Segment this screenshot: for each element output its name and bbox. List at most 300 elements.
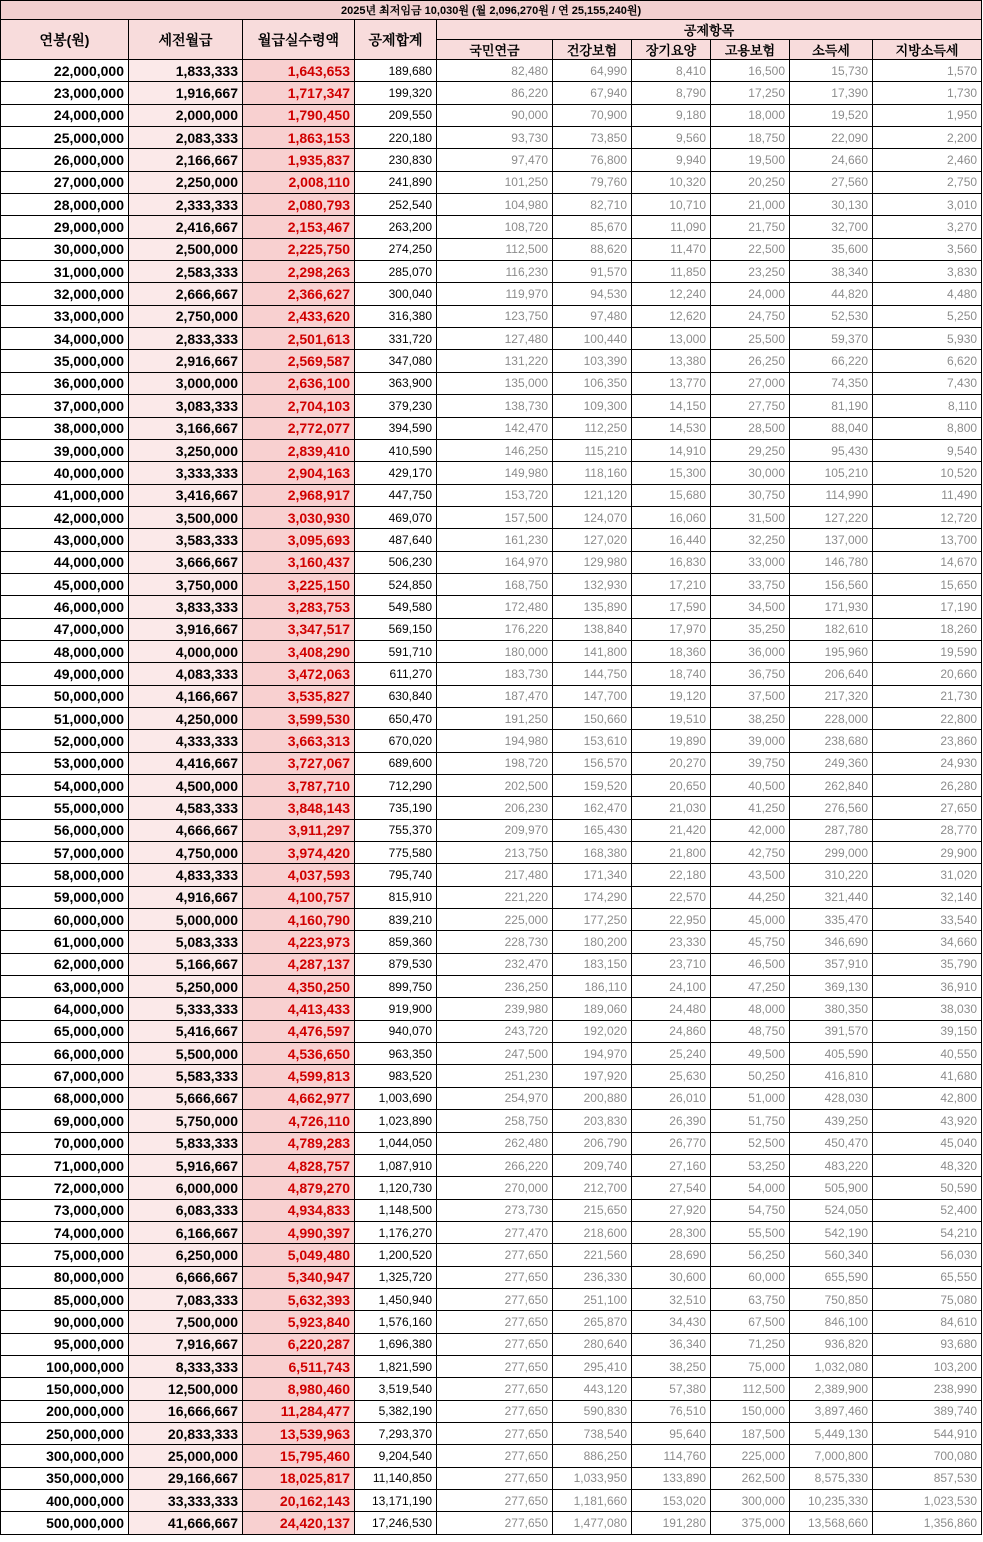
employment-insurance-cell: 39,750	[711, 752, 790, 774]
employment-insurance-cell: 40,500	[711, 775, 790, 797]
pretax-monthly-cell: 2,083,333	[129, 127, 243, 149]
income-tax-cell: 299,000	[790, 842, 873, 864]
local-income-tax-cell: 17,190	[873, 596, 982, 618]
table-row	[1, 261, 982, 283]
pretax-monthly-cell: 4,083,333	[129, 663, 243, 685]
annual-salary-cell: 100,000,000	[1, 1355, 129, 1377]
local-income-tax-cell: 8,800	[873, 417, 982, 439]
table-row	[1, 283, 982, 305]
local-income-tax-cell: 20,660	[873, 663, 982, 685]
income-tax-cell: 238,680	[790, 730, 873, 752]
long-term-care-cell: 57,380	[632, 1378, 711, 1400]
national-pension-cell: 225,000	[437, 909, 553, 931]
income-tax-cell: 114,990	[790, 484, 873, 506]
net-monthly-cell: 3,911,297	[243, 819, 355, 841]
employment-insurance-cell: 60,000	[711, 1266, 790, 1288]
deduction-total-cell: 1,148,500	[355, 1199, 437, 1221]
health-insurance-cell: 127,020	[553, 529, 632, 551]
annual-salary-cell: 34,000,000	[1, 328, 129, 350]
pretax-monthly-cell: 6,250,000	[129, 1244, 243, 1266]
local-income-tax-cell: 3,270	[873, 216, 982, 238]
local-income-tax-cell: 103,200	[873, 1355, 982, 1377]
long-term-care-cell: 32,510	[632, 1288, 711, 1310]
national-pension-cell: 157,500	[437, 506, 553, 528]
net-monthly-cell: 6,220,287	[243, 1333, 355, 1355]
local-income-tax-cell: 2,750	[873, 171, 982, 193]
deduction-total-cell: 5,382,190	[355, 1400, 437, 1422]
national-pension-cell: 206,230	[437, 797, 553, 819]
income-tax-cell: 19,520	[790, 104, 873, 126]
pretax-monthly-cell: 6,166,667	[129, 1221, 243, 1243]
table-row	[1, 1490, 982, 1512]
annual-salary-cell: 53,000,000	[1, 752, 129, 774]
income-tax-cell: 542,190	[790, 1221, 873, 1243]
net-monthly-cell: 4,879,270	[243, 1177, 355, 1199]
local-income-tax-cell: 34,660	[873, 931, 982, 953]
pretax-monthly-cell: 1,916,667	[129, 82, 243, 104]
income-tax-cell: 182,610	[790, 618, 873, 640]
national-pension-cell: 198,720	[437, 752, 553, 774]
local-income-tax-cell: 2,200	[873, 127, 982, 149]
deduction-total-cell: 919,900	[355, 998, 437, 1020]
pretax-monthly-cell: 7,916,667	[129, 1333, 243, 1355]
employment-insurance-cell: 25,500	[711, 328, 790, 350]
employment-insurance-cell: 53,250	[711, 1154, 790, 1176]
income-tax-cell: 7,000,800	[790, 1445, 873, 1467]
net-monthly-cell: 4,100,757	[243, 886, 355, 908]
employment-insurance-cell: 45,000	[711, 909, 790, 931]
local-income-tax-cell: 43,920	[873, 1110, 982, 1132]
table-row	[1, 462, 982, 484]
long-term-care-cell: 26,390	[632, 1110, 711, 1132]
deduction-total-cell: 230,830	[355, 149, 437, 171]
income-tax-cell: 74,350	[790, 372, 873, 394]
net-monthly-cell: 3,787,710	[243, 775, 355, 797]
income-tax-cell: 405,590	[790, 1043, 873, 1065]
national-pension-cell: 277,650	[437, 1490, 553, 1512]
table-row	[1, 819, 982, 841]
national-pension-cell: 191,250	[437, 707, 553, 729]
employment-insurance-cell: 31,500	[711, 506, 790, 528]
long-term-care-cell: 10,320	[632, 171, 711, 193]
income-tax-cell: 483,220	[790, 1154, 873, 1176]
net-monthly-cell: 4,662,977	[243, 1087, 355, 1109]
health-insurance-cell: 738,540	[553, 1422, 632, 1444]
net-monthly-cell: 5,049,480	[243, 1244, 355, 1266]
pretax-monthly-cell: 4,166,667	[129, 685, 243, 707]
national-pension-cell: 187,470	[437, 685, 553, 707]
table-row	[1, 909, 982, 931]
header-deduction-total: 공제합계	[355, 20, 437, 60]
table-row	[1, 1311, 982, 1333]
employment-insurance-cell: 21,000	[711, 194, 790, 216]
net-monthly-cell: 2,704,103	[243, 395, 355, 417]
pretax-monthly-cell: 4,833,333	[129, 864, 243, 886]
long-term-care-cell: 13,770	[632, 372, 711, 394]
employment-insurance-cell: 49,500	[711, 1043, 790, 1065]
net-monthly-cell: 2,772,077	[243, 417, 355, 439]
pretax-monthly-cell: 16,666,667	[129, 1400, 243, 1422]
pretax-monthly-cell: 4,583,333	[129, 797, 243, 819]
long-term-care-cell: 21,800	[632, 842, 711, 864]
employment-insurance-cell: 71,250	[711, 1333, 790, 1355]
local-income-tax-cell: 18,260	[873, 618, 982, 640]
table-row	[1, 551, 982, 573]
income-tax-cell: 335,470	[790, 909, 873, 931]
health-insurance-cell: 165,430	[553, 819, 632, 841]
table-row	[1, 842, 982, 864]
national-pension-cell: 221,220	[437, 886, 553, 908]
annual-salary-cell: 95,000,000	[1, 1333, 129, 1355]
pretax-monthly-cell: 2,250,000	[129, 171, 243, 193]
employment-insurance-cell: 150,000	[711, 1400, 790, 1422]
pretax-monthly-cell: 3,000,000	[129, 372, 243, 394]
national-pension-cell: 97,470	[437, 149, 553, 171]
net-monthly-cell: 1,643,653	[243, 60, 355, 82]
income-tax-cell: 228,000	[790, 707, 873, 729]
table-row	[1, 1221, 982, 1243]
annual-salary-cell: 30,000,000	[1, 238, 129, 260]
pretax-monthly-cell: 6,000,000	[129, 1177, 243, 1199]
employment-insurance-cell: 44,250	[711, 886, 790, 908]
national-pension-cell: 277,650	[437, 1355, 553, 1377]
long-term-care-cell: 133,890	[632, 1467, 711, 1489]
annual-salary-cell: 90,000,000	[1, 1311, 129, 1333]
table-row	[1, 1378, 982, 1400]
employment-insurance-cell: 300,000	[711, 1490, 790, 1512]
long-term-care-cell: 8,790	[632, 82, 711, 104]
health-insurance-cell: 886,250	[553, 1445, 632, 1467]
local-income-tax-cell: 42,800	[873, 1087, 982, 1109]
deduction-total-cell: 379,230	[355, 395, 437, 417]
pretax-monthly-cell: 5,916,667	[129, 1154, 243, 1176]
local-income-tax-cell: 56,030	[873, 1244, 982, 1266]
long-term-care-cell: 14,150	[632, 395, 711, 417]
net-monthly-cell: 3,472,063	[243, 663, 355, 685]
local-income-tax-cell: 238,990	[873, 1378, 982, 1400]
pretax-monthly-cell: 4,916,667	[129, 886, 243, 908]
table-row	[1, 1065, 982, 1087]
employment-insurance-cell: 42,000	[711, 819, 790, 841]
health-insurance-cell: 91,570	[553, 261, 632, 283]
annual-salary-cell: 61,000,000	[1, 931, 129, 953]
deduction-total-cell: 7,293,370	[355, 1422, 437, 1444]
net-monthly-cell: 4,476,597	[243, 1020, 355, 1042]
deduction-total-cell: 1,450,940	[355, 1288, 437, 1310]
national-pension-cell: 119,970	[437, 283, 553, 305]
income-tax-cell: 195,960	[790, 640, 873, 662]
annual-salary-cell: 37,000,000	[1, 395, 129, 417]
deduction-total-cell: 983,520	[355, 1065, 437, 1087]
local-income-tax-cell: 1,950	[873, 104, 982, 126]
pretax-monthly-cell: 5,166,667	[129, 953, 243, 975]
local-income-tax-cell: 93,680	[873, 1333, 982, 1355]
annual-salary-cell: 80,000,000	[1, 1266, 129, 1288]
income-tax-cell: 524,050	[790, 1199, 873, 1221]
table-row	[1, 730, 982, 752]
national-pension-cell: 82,480	[437, 60, 553, 82]
deduction-total-cell: 815,910	[355, 886, 437, 908]
pretax-monthly-cell: 3,250,000	[129, 439, 243, 461]
income-tax-cell: 276,560	[790, 797, 873, 819]
long-term-care-cell: 18,740	[632, 663, 711, 685]
health-insurance-cell: 200,880	[553, 1087, 632, 1109]
pretax-monthly-cell: 3,500,000	[129, 506, 243, 528]
local-income-tax-cell: 41,680	[873, 1065, 982, 1087]
income-tax-cell: 416,810	[790, 1065, 873, 1087]
net-monthly-cell: 24,420,137	[243, 1512, 355, 1534]
deduction-total-cell: 1,023,890	[355, 1110, 437, 1132]
long-term-care-cell: 11,090	[632, 216, 711, 238]
long-term-care-cell: 17,590	[632, 596, 711, 618]
pretax-monthly-cell: 6,666,667	[129, 1266, 243, 1288]
national-pension-cell: 277,650	[437, 1244, 553, 1266]
national-pension-cell: 112,500	[437, 238, 553, 260]
employment-insurance-cell: 36,000	[711, 640, 790, 662]
table-row	[1, 305, 982, 327]
national-pension-cell: 127,480	[437, 328, 553, 350]
employment-insurance-cell: 47,250	[711, 976, 790, 998]
pretax-monthly-cell: 3,833,333	[129, 596, 243, 618]
net-monthly-cell: 1,935,837	[243, 149, 355, 171]
deduction-total-cell: 347,080	[355, 350, 437, 372]
health-insurance-cell: 141,800	[553, 640, 632, 662]
national-pension-cell: 176,220	[437, 618, 553, 640]
national-pension-cell: 277,470	[437, 1221, 553, 1243]
national-pension-cell: 202,500	[437, 775, 553, 797]
national-pension-cell: 262,480	[437, 1132, 553, 1154]
local-income-tax-cell: 7,430	[873, 372, 982, 394]
long-term-care-cell: 23,710	[632, 953, 711, 975]
employment-insurance-cell: 24,000	[711, 283, 790, 305]
table-row	[1, 685, 982, 707]
pretax-monthly-cell: 2,666,667	[129, 283, 243, 305]
net-monthly-cell: 2,839,410	[243, 439, 355, 461]
long-term-care-cell: 20,650	[632, 775, 711, 797]
health-insurance-cell: 203,830	[553, 1110, 632, 1132]
employment-insurance-cell: 35,250	[711, 618, 790, 640]
national-pension-cell: 209,970	[437, 819, 553, 841]
income-tax-cell: 450,470	[790, 1132, 873, 1154]
health-insurance-cell: 67,940	[553, 82, 632, 104]
health-insurance-cell: 73,850	[553, 127, 632, 149]
annual-salary-cell: 41,000,000	[1, 484, 129, 506]
national-pension-cell: 213,750	[437, 842, 553, 864]
annual-salary-cell: 46,000,000	[1, 596, 129, 618]
pretax-monthly-cell: 29,166,667	[129, 1467, 243, 1489]
pretax-monthly-cell: 3,750,000	[129, 573, 243, 595]
health-insurance-cell: 171,340	[553, 864, 632, 886]
employment-insurance-cell: 26,250	[711, 350, 790, 372]
income-tax-cell: 206,640	[790, 663, 873, 685]
net-monthly-cell: 4,223,973	[243, 931, 355, 953]
table-body	[1, 60, 982, 1535]
national-pension-cell: 104,980	[437, 194, 553, 216]
deduction-total-cell: 549,580	[355, 596, 437, 618]
income-tax-cell: 287,780	[790, 819, 873, 841]
annual-salary-cell: 35,000,000	[1, 350, 129, 372]
table-row	[1, 529, 982, 551]
employment-insurance-cell: 55,500	[711, 1221, 790, 1243]
employment-insurance-cell: 19,500	[711, 149, 790, 171]
employment-insurance-cell: 56,250	[711, 1244, 790, 1266]
income-tax-cell: 38,340	[790, 261, 873, 283]
table-row	[1, 216, 982, 238]
national-pension-cell: 254,970	[437, 1087, 553, 1109]
deduction-total-cell: 775,580	[355, 842, 437, 864]
health-insurance-cell: 76,800	[553, 149, 632, 171]
long-term-care-cell: 13,000	[632, 328, 711, 350]
health-insurance-cell: 1,181,660	[553, 1490, 632, 1512]
long-term-care-cell: 76,510	[632, 1400, 711, 1422]
health-insurance-cell: 218,600	[553, 1221, 632, 1243]
annual-salary-cell: 32,000,000	[1, 283, 129, 305]
header-deduction-group: 공제항목	[437, 20, 982, 40]
income-tax-cell: 30,130	[790, 194, 873, 216]
long-term-care-cell: 19,120	[632, 685, 711, 707]
deduction-total-cell: 9,204,540	[355, 1445, 437, 1467]
pretax-monthly-cell: 4,666,667	[129, 819, 243, 841]
deduction-total-cell: 1,176,270	[355, 1221, 437, 1243]
net-monthly-cell: 4,934,833	[243, 1199, 355, 1221]
annual-salary-cell: 72,000,000	[1, 1177, 129, 1199]
deduction-total-cell: 689,600	[355, 752, 437, 774]
deduction-total-cell: 1,200,520	[355, 1244, 437, 1266]
deduction-total-cell: 429,170	[355, 462, 437, 484]
pretax-monthly-cell: 2,166,667	[129, 149, 243, 171]
net-monthly-cell: 3,848,143	[243, 797, 355, 819]
employment-insurance-cell: 75,000	[711, 1355, 790, 1377]
employment-insurance-cell: 52,500	[711, 1132, 790, 1154]
long-term-care-cell: 34,430	[632, 1311, 711, 1333]
employment-insurance-cell: 50,250	[711, 1065, 790, 1087]
local-income-tax-cell: 54,210	[873, 1221, 982, 1243]
annual-salary-cell: 42,000,000	[1, 506, 129, 528]
annual-salary-cell: 59,000,000	[1, 886, 129, 908]
long-term-care-cell: 30,600	[632, 1266, 711, 1288]
deduction-total-cell: 1,696,380	[355, 1333, 437, 1355]
table-row	[1, 1087, 982, 1109]
pretax-monthly-cell: 2,416,667	[129, 216, 243, 238]
table-row	[1, 1445, 982, 1467]
pretax-monthly-cell: 3,666,667	[129, 551, 243, 573]
local-income-tax-cell: 33,540	[873, 909, 982, 931]
table-row	[1, 618, 982, 640]
local-income-tax-cell: 84,610	[873, 1311, 982, 1333]
local-income-tax-cell: 27,650	[873, 797, 982, 819]
local-income-tax-cell: 32,140	[873, 886, 982, 908]
long-term-care-cell: 27,160	[632, 1154, 711, 1176]
health-insurance-cell: 106,350	[553, 372, 632, 394]
employment-insurance-cell: 37,500	[711, 685, 790, 707]
deduction-total-cell: 879,530	[355, 953, 437, 975]
header-annual-salary: 연봉(원)	[1, 20, 129, 60]
income-tax-cell: 346,690	[790, 931, 873, 953]
deduction-total-cell: 1,576,160	[355, 1311, 437, 1333]
income-tax-cell: 95,430	[790, 439, 873, 461]
header-net-monthly: 월급실수령액	[243, 20, 355, 60]
table-row	[1, 1110, 982, 1132]
income-tax-cell: 750,850	[790, 1288, 873, 1310]
annual-salary-cell: 63,000,000	[1, 976, 129, 998]
pretax-monthly-cell: 5,250,000	[129, 976, 243, 998]
health-insurance-cell: 251,100	[553, 1288, 632, 1310]
deduction-total-cell: 209,550	[355, 104, 437, 126]
health-insurance-cell: 215,650	[553, 1199, 632, 1221]
net-monthly-cell: 8,980,460	[243, 1378, 355, 1400]
table-row	[1, 171, 982, 193]
long-term-care-cell: 26,770	[632, 1132, 711, 1154]
employment-insurance-cell: 18,750	[711, 127, 790, 149]
local-income-tax-cell: 3,830	[873, 261, 982, 283]
health-insurance-cell: 206,790	[553, 1132, 632, 1154]
health-insurance-cell: 180,200	[553, 931, 632, 953]
local-income-tax-cell: 13,700	[873, 529, 982, 551]
employment-insurance-cell: 262,500	[711, 1467, 790, 1489]
net-monthly-cell: 13,539,963	[243, 1422, 355, 1444]
health-insurance-cell: 97,480	[553, 305, 632, 327]
employment-insurance-cell: 48,000	[711, 998, 790, 1020]
health-insurance-cell: 189,060	[553, 998, 632, 1020]
net-monthly-cell: 3,974,420	[243, 842, 355, 864]
pretax-monthly-cell: 1,833,333	[129, 60, 243, 82]
annual-salary-cell: 69,000,000	[1, 1110, 129, 1132]
pretax-monthly-cell: 5,000,000	[129, 909, 243, 931]
national-pension-cell: 277,650	[437, 1288, 553, 1310]
income-tax-cell: 505,900	[790, 1177, 873, 1199]
deduction-total-cell: 1,325,720	[355, 1266, 437, 1288]
long-term-care-cell: 28,300	[632, 1221, 711, 1243]
health-insurance-cell: 280,640	[553, 1333, 632, 1355]
national-pension-cell: 217,480	[437, 864, 553, 886]
income-tax-cell: 27,560	[790, 171, 873, 193]
table-row	[1, 1132, 982, 1154]
employment-insurance-cell: 43,500	[711, 864, 790, 886]
annual-salary-cell: 45,000,000	[1, 573, 129, 595]
annual-salary-cell: 44,000,000	[1, 551, 129, 573]
deduction-total-cell: 859,360	[355, 931, 437, 953]
annual-salary-cell: 85,000,000	[1, 1288, 129, 1310]
net-monthly-cell: 2,636,100	[243, 372, 355, 394]
local-income-tax-cell: 14,670	[873, 551, 982, 573]
national-pension-cell: 277,650	[437, 1333, 553, 1355]
annual-salary-cell: 250,000,000	[1, 1422, 129, 1444]
long-term-care-cell: 9,560	[632, 127, 711, 149]
pretax-monthly-cell: 4,750,000	[129, 842, 243, 864]
employment-insurance-cell: 187,500	[711, 1422, 790, 1444]
deduction-total-cell: 220,180	[355, 127, 437, 149]
annual-salary-cell: 70,000,000	[1, 1132, 129, 1154]
net-monthly-cell: 20,162,143	[243, 1490, 355, 1512]
pretax-monthly-cell: 2,916,667	[129, 350, 243, 372]
income-tax-cell: 560,340	[790, 1244, 873, 1266]
annual-salary-cell: 49,000,000	[1, 663, 129, 685]
net-monthly-cell: 4,789,283	[243, 1132, 355, 1154]
net-monthly-cell: 4,599,813	[243, 1065, 355, 1087]
deduction-total-cell: 1,120,730	[355, 1177, 437, 1199]
employment-insurance-cell: 27,750	[711, 395, 790, 417]
health-insurance-cell: 82,710	[553, 194, 632, 216]
local-income-tax-cell: 2,460	[873, 149, 982, 171]
deduction-total-cell: 331,720	[355, 328, 437, 350]
annual-salary-cell: 40,000,000	[1, 462, 129, 484]
local-income-tax-cell: 75,080	[873, 1288, 982, 1310]
net-monthly-cell: 3,599,530	[243, 707, 355, 729]
national-pension-cell: 277,650	[437, 1422, 553, 1444]
header-employment-insurance: 고용보험	[711, 40, 790, 60]
local-income-tax-cell: 3,560	[873, 238, 982, 260]
health-insurance-cell: 1,033,950	[553, 1467, 632, 1489]
